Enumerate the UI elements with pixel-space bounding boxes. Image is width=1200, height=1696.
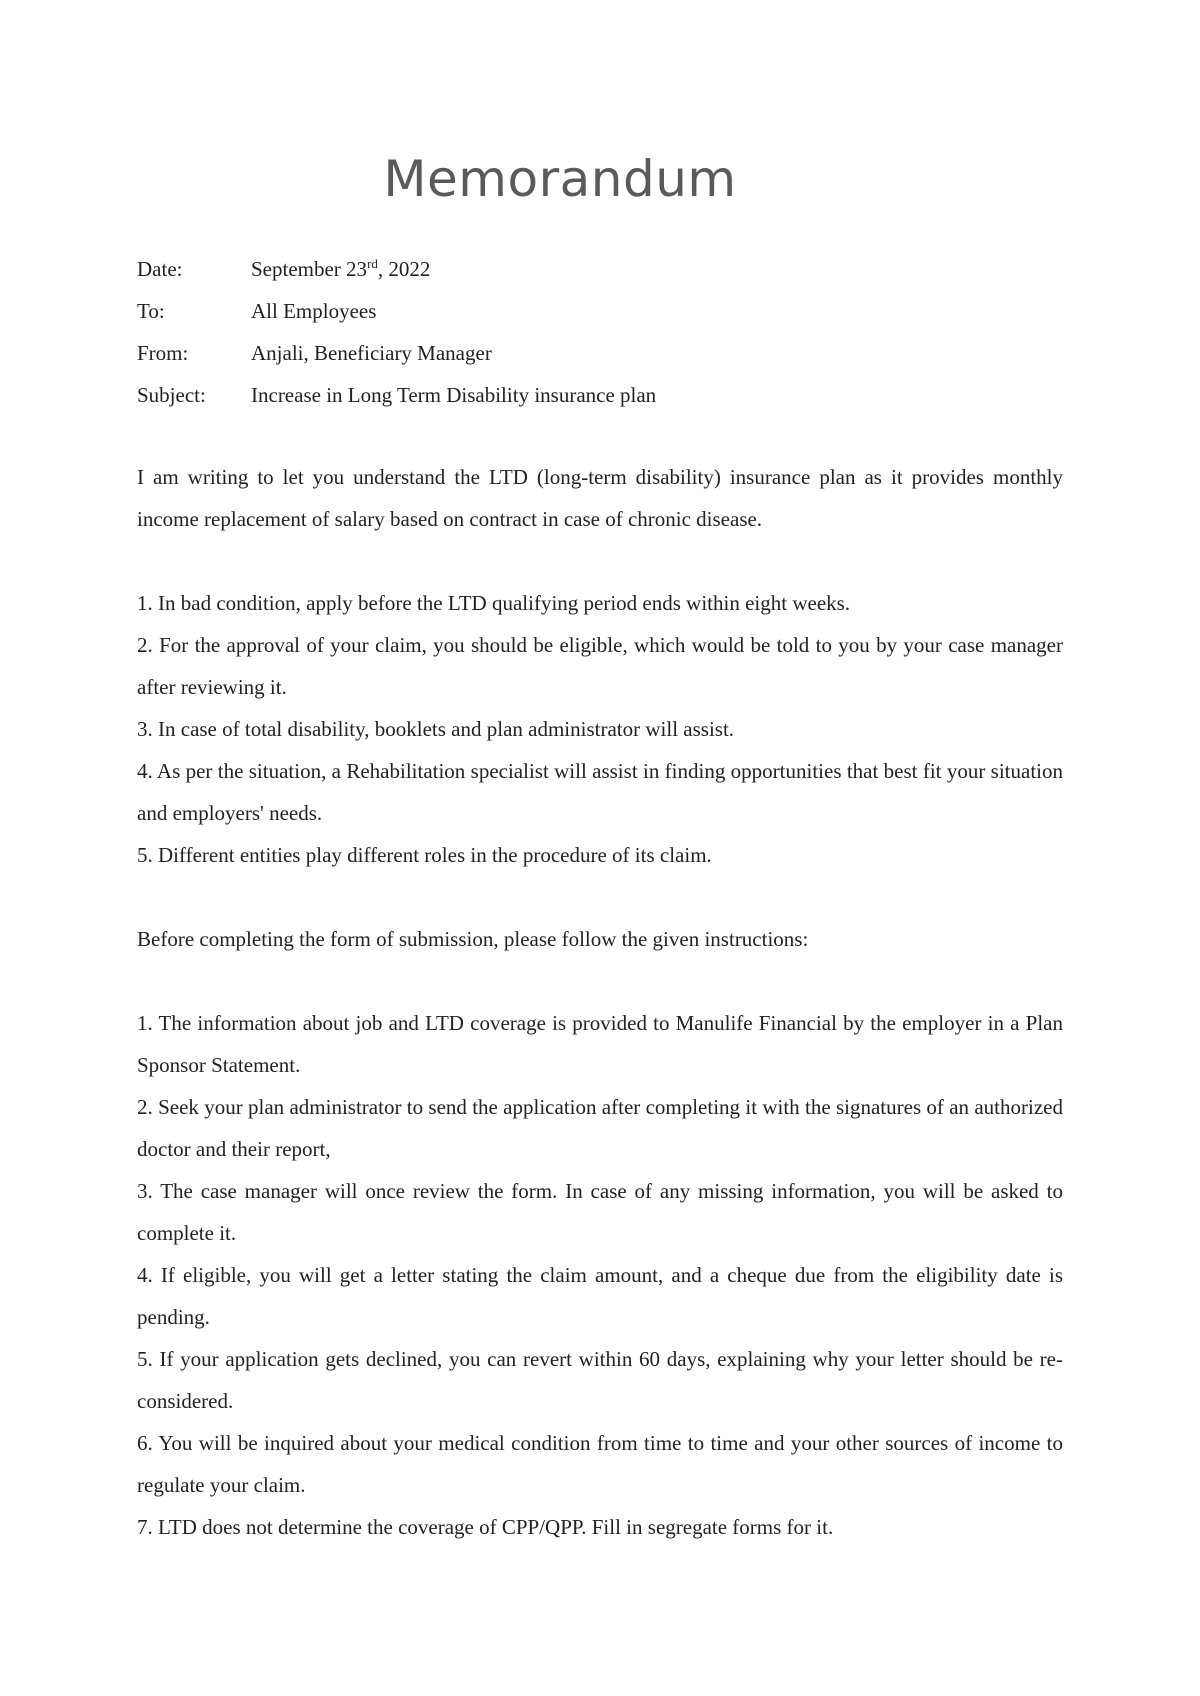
date-value — [251, 257, 1067, 282]
spacer — [137, 540, 1063, 582]
instruction-item: 7. LTD does not determine the coverage of CPP/QPP. Fill in segregate forms for it. — [137, 1515, 834, 1539]
intro-paragraph: I am writing to let you understand the LTD (long-term disability) insurance plan as it provides monthly income replacement of salary based on contract in case of chronic disease. — [137, 465, 1063, 531]
subject-value: Increase in Long Term Disability insurance plan — [251, 382, 657, 407]
from-row — [137, 332, 1067, 374]
instruction-item: 2. Seek your plan administrator to send the application after completing it with the signatures of an authorized doctor and their report, — [137, 1095, 1063, 1161]
date-row — [137, 248, 1067, 290]
date-value-year: , 2022 — [377, 256, 431, 281]
subject-row — [137, 374, 1067, 416]
from-value: Anjali, Beneficiary Manager — [251, 340, 492, 365]
date-label: Date: — [137, 256, 183, 281]
memo-title: Memorandum — [383, 150, 737, 208]
instruction-item: 3. The case manager will once review the form. In case of any missing information, you will be asked to complete it. — [137, 1179, 1063, 1245]
from-label: From: — [137, 340, 189, 365]
memo-body — [137, 456, 1063, 1548]
memo-header — [137, 248, 1067, 416]
instruction-item: 5. If your application gets declined, you can revert within 60 days, explaining why your letter should be re-considered. — [137, 1347, 1063, 1413]
list-item: 4. As per the situation, a Rehabilitation specialist will assist in finding opportunities that best fit your situation and employers' needs. — [137, 759, 1063, 825]
list-item: 5. Different entities play different roles in the procedure of its claim. — [137, 843, 712, 867]
instructions-intro: Before completing the form of submission, please follow the given instructions: — [137, 927, 809, 951]
date-value-ordinal: rd — [367, 255, 378, 271]
to-label: To: — [137, 298, 165, 323]
list-item: 3. In case of total disability, booklets and plan administrator will assist. — [137, 717, 735, 741]
date-value-main: September 23 — [251, 256, 368, 281]
list-item: 1. In bad condition, apply before the LTD qualifying period ends within eight weeks. — [137, 591, 851, 615]
instruction-item: 6. You will be inquired about your medical condition from time to time and your other sources of income to regulate your claim. — [137, 1431, 1063, 1497]
subject-label: Subject: — [137, 382, 206, 407]
instruction-item: 1. The information about job and LTD coverage is provided to Manulife Financial by the employer in a Plan Sponsor Statement. — [137, 1011, 1063, 1077]
list-item: 2. For the approval of your claim, you should be eligible, which would be told to you by your case manager after reviewing it. — [137, 633, 1063, 699]
spacer — [137, 960, 1063, 1002]
to-row — [137, 290, 1067, 332]
to-value: All Employees — [251, 298, 377, 323]
instruction-item: 4. If eligible, you will get a letter stating the claim amount, and a cheque due from the eligibility date is pending. — [137, 1263, 1063, 1329]
spacer — [137, 876, 1063, 918]
